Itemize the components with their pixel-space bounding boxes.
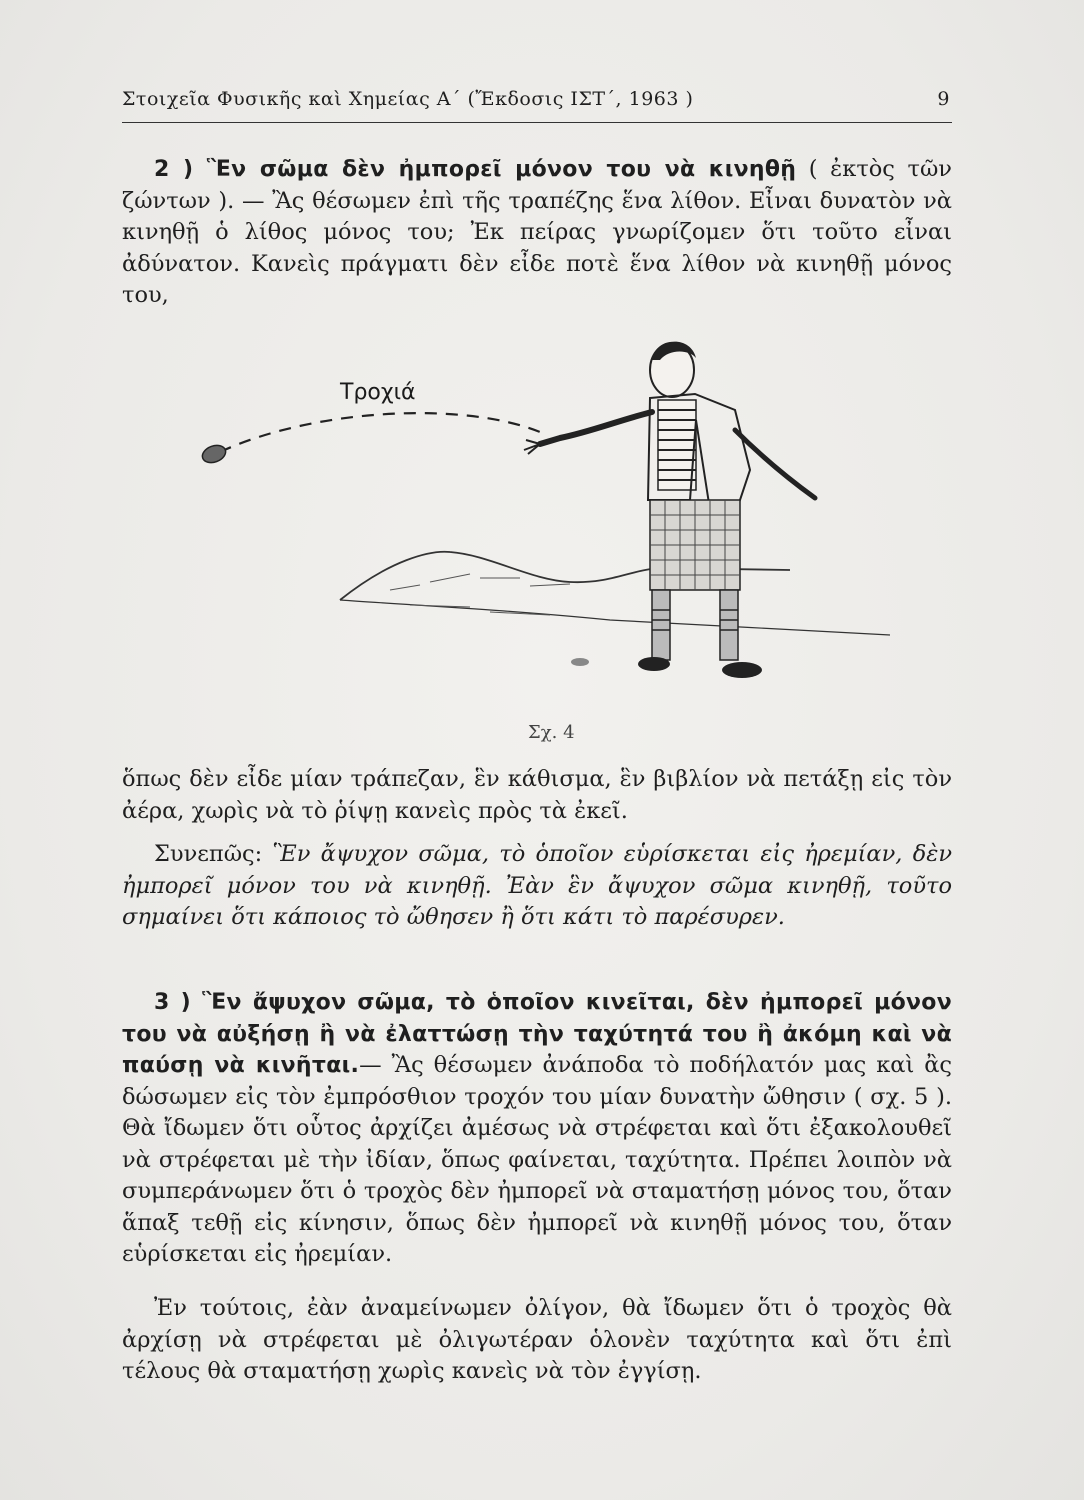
stone <box>200 442 228 465</box>
figure-caption: Σχ. 4 <box>528 722 575 743</box>
section-3-paragraph <box>122 987 952 1271</box>
boy-leg-right <box>720 590 738 660</box>
boy-arm-throwing <box>540 412 652 444</box>
ground-stone <box>571 658 589 666</box>
trajectory-dashed-line <box>220 413 540 452</box>
header-rule <box>122 122 952 123</box>
section-3-text: — Ἂς θέσωμεν ἀνάποδα τὸ ποδήλατόν μας καὶ ἂς δώσωμεν εἰς τὸν ἐμπρόσθιον τροχόν του μίαν δυνατὴν ὤθησιν ( σχ. 5 ). Θὰ ἴδωμεν ὅτι οὗτος ἀρχίζει ἀμέσως νὰ στρέφεται καὶ ὅτι ἐξακολουθεῖ νὰ στρέφεται μὲ τὴν ἰδίαν, ὅπως φαίνεται, ταχύτητα. Πρέπει λοιπὸν νὰ συμπεράνωμεν ὅτι ὁ τροχὸς δὲν ἠμπορεῖ νὰ σταματήσῃ μόνος του, ὅταν ἅπαξ τεθῇ εἰς κίνησιν, ὅπως δὲν ἠμπορεῖ νὰ κινηθῇ μόνος του, ὅταν εὑρίσκεται εἰς ἠρεμίαν. <box>122 1052 952 1267</box>
boy-shirt <box>658 400 696 490</box>
header-title: Στοιχεῖα Φυσικῆς καὶ Χημείας Α΄ (Ἔκδοσις ΙΣΤ΄, 1963 ) <box>122 88 694 110</box>
running-header <box>122 88 960 118</box>
continuation-paragraph: ὅπως δὲν εἶδε μίαν τράπεζαν, ἓν κάθισμα, ἓν βιβλίον νὰ πετάξῃ εἰς τὸν ἀέρα, χωρὶς νὰ τὸ ῥίψῃ κανεὶς πρὸς τὰ ἐκεῖ. <box>122 766 952 824</box>
conclusion-italic: Ἓν ἄψυχον σῶμα, τὸ ὁποῖον εὑρίσκεται εἰς ἠρεμίαν, δὲν ἠμπορεῖ μόνον του νὰ κινηθῇ. Ἐὰν ἓν ἄψυχον σῶμα κινηθῇ, τοῦτο σημαίνει ὅτι κάποιος τὸ ὤθησεν ἢ ὅτι κάτι τὸ παρέσυρεν. <box>122 841 953 930</box>
boy-hand <box>524 440 540 454</box>
boy-arm-back <box>735 430 815 498</box>
section-2-paragraph <box>122 154 952 312</box>
section-2-text: ( ἐκτὸς τῶν ζώντων ). — Ἂς θέσωμεν ἐπὶ τῆς τραπέζης ἕνα λίθον. Εἶναι δυνατὸν νὰ κινηθῇ ὁ λίθος μόνος του; Ἐκ πείρας γνωρίζομεν ὅτι τοῦτο εἶναι ἀδύνατον. Κανεὶς πράγματι δὲν εἶδε ποτὲ ἕνα λίθον νὰ κινηθῇ μόνος του, <box>122 156 952 308</box>
section-2-heading: 2 ) Ἓν σῶμα δὲν ἠμπορεῖ μόνον του νὰ κινηθῇ <box>154 157 797 182</box>
final-paragraph: Ἐν τούτοις, ἐὰν ἀναμείνωμεν ὀλίγον, θὰ ἴδωμεν ὅτι ὁ τροχὸς θὰ ἀρχίσῃ νὰ στρέφεται μὲ ὀλιγωτέραν ὁλονὲν ταχύτητα καὶ ὅτι ἐπὶ τέλους θὰ σταματήσῃ χωρὶς κανεὶς νὰ τὸν ἐγγίσῃ. <box>122 1295 952 1384</box>
figure-boy-throwing-stone <box>190 320 930 750</box>
trajectory-label: Τροχιά <box>340 380 416 405</box>
boy-shoe-left <box>638 657 670 671</box>
boy-shoe-right <box>722 662 762 678</box>
conclusion-paragraph <box>122 839 952 934</box>
boy-leg-left <box>652 590 670 660</box>
conclusion-lead: Συνεπῶς: <box>154 841 273 867</box>
page-number: 9 <box>937 88 950 110</box>
section-3-heading: 3 ) Ἓν ἄψυχον σῶμα, τὸ ὁποῖον κινεῖται, δὲν ἠμπορεῖ μόνον του νὰ αὐξήσῃ ἢ νὰ ἐλαττώσῃ τὴν ταχύτητά του ἢ ἀκόμη καὶ νὰ παύσῃ νὰ κινῆται. <box>122 990 952 1078</box>
